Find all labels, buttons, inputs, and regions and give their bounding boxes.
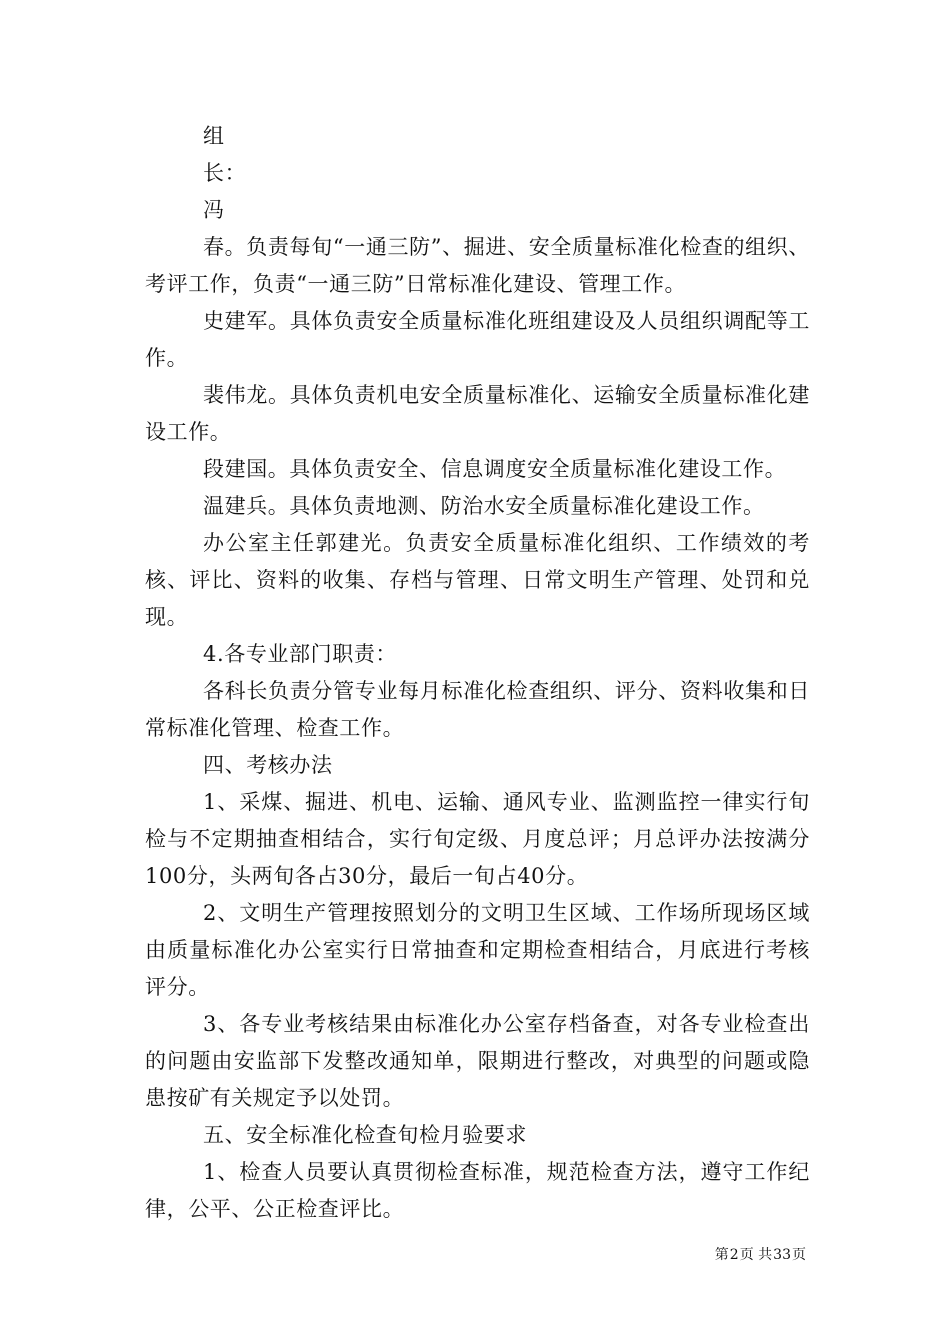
paragraph-section-chief-duty: 各科长负责分管专业每月标准化检查组织、评分、资料收集和日常标准化管理、检查工作。 bbox=[145, 679, 810, 740]
paragraph-pei-weilong-duty: 裴伟龙。具体负责机电安全质量标准化、运输安全质量标准化建设工作。 bbox=[145, 383, 810, 444]
paragraph-inspection-item-1: 1、检查人员要认真贯彻检查标准，规范检查方法，遵守工作纪律，公平、公正检查评比。 bbox=[145, 1160, 810, 1221]
document-body bbox=[145, 118, 810, 1228]
paragraph-assessment-item-3: 3、各专业考核结果由标准化办公室存档备查，对各专业检查出的问题由安监部下发整改通知单，限期进行整改，对典型的问题或隐患按矿有关规定予以处罚。 bbox=[145, 1012, 810, 1110]
page-number-footer bbox=[715, 1246, 806, 1264]
paragraph-wen-jianbing-duty: 温建兵。具体负责地测、防治水安全质量标准化建设工作。 bbox=[203, 494, 765, 518]
paragraph-label-feng: 冯 bbox=[203, 198, 225, 222]
paragraph-assessment-item-2: 2、文明生产管理按照划分的文明卫生区域、工作场所现场区域由质量标准化办公室实行日常抽查和定期检查相结合，月底进行考核评分。 bbox=[145, 901, 810, 999]
footer-suffix: 页 bbox=[792, 1247, 806, 1263]
paragraph-shi-jianjun-duty: 史建军。具体负责安全质量标准化班组建设及人员组织调配等工作。 bbox=[145, 309, 810, 370]
paragraph-label-zu: 组 bbox=[203, 124, 225, 148]
section-heading-inspection-requirements: 五、安全标准化检查旬检月验要求 bbox=[203, 1123, 527, 1147]
footer-middle: 页 共 bbox=[739, 1247, 773, 1263]
paragraph-label-zhang: 长： bbox=[203, 161, 247, 185]
paragraph-feng-chun-duty: 春。负责每旬“一通三防”、掘进、安全质量标准化检查的组织、考评工作，负责“一通三防”日常标准化建设、管理工作。 bbox=[145, 235, 810, 296]
footer-total-pages: 33 bbox=[773, 1247, 791, 1263]
section-heading-department-duties: 4.各专业部门职责： bbox=[203, 642, 398, 666]
paragraph-assessment-item-1: 1、采煤、掘进、机电、运输、通风专业、监测监控一律实行旬检与不定期抽查相结合，实行旬定级、月度总评；月总评办法按满分100分，头两旬各占30分，最后一旬占40分。 bbox=[145, 790, 810, 888]
footer-page-number: 2 bbox=[729, 1247, 739, 1263]
paragraph-duan-jianguo-duty: 段建国。具体负责安全、信息调度安全质量标准化建设工作。 bbox=[203, 457, 787, 481]
paragraph-office-director-duty: 办公室主任郭建光。负责安全质量标准化组织、工作绩效的考核、评比、资料的收集、存档与管理、日常文明生产管理、处罚和兑现。 bbox=[145, 531, 810, 629]
footer-prefix: 第 bbox=[714, 1247, 729, 1263]
section-heading-assessment-methods: 四、考核办法 bbox=[203, 753, 333, 777]
